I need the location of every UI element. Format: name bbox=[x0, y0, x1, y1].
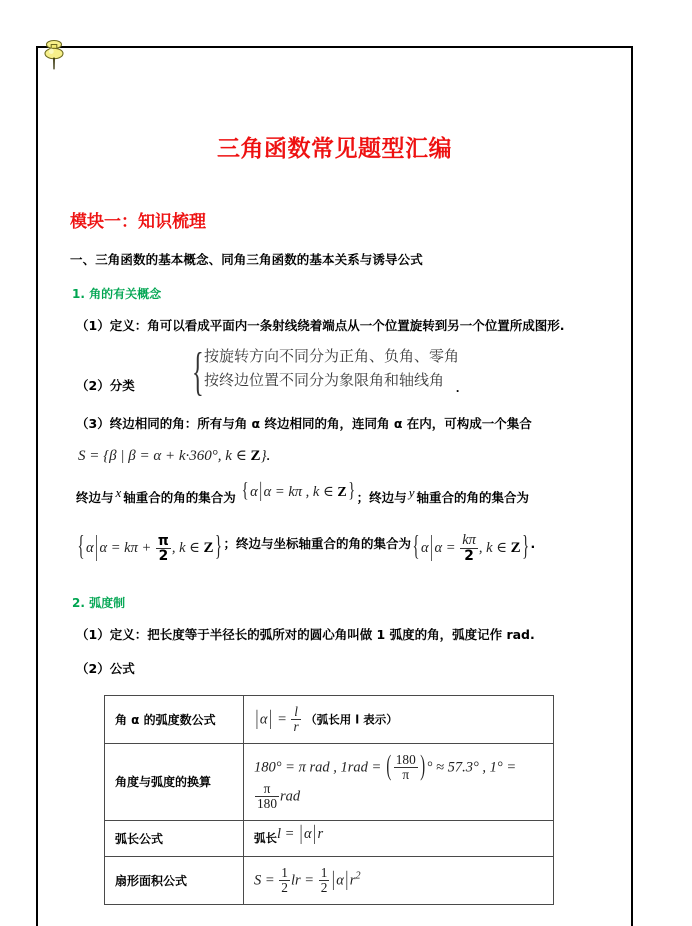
axis-sets-line-2 bbox=[76, 524, 605, 564]
axis-text-4: 轴重合的角的集合为 bbox=[416, 489, 529, 505]
definition-label-1: （1）定义： bbox=[76, 318, 148, 333]
definition-item-1 bbox=[76, 317, 605, 336]
axis-var-y: y bbox=[408, 484, 415, 500]
axis-text-3: 终边与 bbox=[369, 489, 407, 505]
subsection-heading-2 bbox=[72, 594, 605, 611]
radian-definition-text: 把长度等于半径长的弧所对的圆心角叫做 1 弧度的角，弧度记作 rad. bbox=[147, 627, 535, 643]
left-brace-icon: { bbox=[192, 341, 204, 401]
axis-var-x: x bbox=[115, 484, 122, 500]
definition-label-3: （3）终边相同的角： bbox=[76, 415, 198, 431]
subsection-title-2: 弧度制 bbox=[89, 596, 126, 611]
document-content bbox=[36, 46, 633, 926]
subsection-title-1: 角的有关概念 bbox=[89, 287, 162, 301]
table-row bbox=[105, 856, 554, 904]
table-cell-prefix-3: 弧长 bbox=[254, 830, 277, 845]
module-heading: 模块一：知识梳理 bbox=[70, 212, 206, 232]
axis-period: . bbox=[530, 536, 536, 552]
table-row bbox=[105, 820, 554, 856]
radian-formula-label-text: （2）公式 bbox=[76, 661, 135, 677]
radian-definition bbox=[76, 626, 605, 645]
table-cell-label-4: 扇形面积公式 bbox=[105, 856, 244, 904]
formula-table bbox=[104, 695, 554, 905]
table-cell-formula-2: 180° = π rad , 1rad = ( $\frac{180}{\pi}$ ) ° ≈ 57.3° , 1° = $\frac{\pi}{180}$ rad bbox=[244, 743, 554, 820]
classification-item-1: 按旋转方向不同分为正角、负角、零角 bbox=[204, 346, 460, 365]
subsection-number-2: 2. bbox=[72, 596, 85, 611]
formula-set-y-axis: { α | α = kπ + $\frac{\pi}{2}$ , k ∈ Z } bbox=[77, 531, 222, 565]
classification-item-2: 按终边位置不同分为象限角和轴线角 bbox=[204, 371, 445, 390]
axis-sets-line-1 bbox=[76, 479, 605, 515]
table-cell-label-3: 弧长公式 bbox=[105, 820, 244, 856]
classification-items bbox=[204, 344, 459, 393]
table-cell-label-2: 角度与弧度的换算 bbox=[105, 743, 244, 820]
formula-set-x-axis: { α | α = kπ , k ∈ Z } bbox=[241, 479, 356, 503]
table-cell-formula-3: 弧长l = | α | r bbox=[244, 820, 554, 856]
table-row bbox=[105, 695, 554, 743]
formula-terminal-set: S = {β | β = α + k·360°, k ∈ Z}. bbox=[78, 447, 270, 464]
classification-period: . bbox=[456, 379, 460, 395]
subsection-heading-1 bbox=[72, 285, 605, 302]
definition-text-1: 角可以看成平面内一条射线绕着端点从一个位置旋转到另一个位置所成图形. bbox=[147, 318, 565, 333]
section-heading: 一、三角函数的基本概念、同角三角函数的基本关系与诱导公式 bbox=[70, 252, 423, 267]
page-title: 三角函数常见题型汇编 bbox=[217, 135, 452, 162]
definition-text-3: 所有与角 α 终边相同的角，连同角 α 在内，可构成一个集合 bbox=[197, 415, 532, 431]
table-cell-formula-1: | α | = $\frac{l}{r}$ （弧长用 l 表示） bbox=[244, 695, 554, 743]
axis-semicolon: ； bbox=[356, 489, 370, 505]
table-cell-formula-4: S = $\frac{1}{2}$ lr = $\frac{1}{2}$ | α | $r^2$ bbox=[244, 856, 554, 904]
definition-item-3 bbox=[76, 415, 605, 434]
classification-block bbox=[64, 341, 605, 401]
axis-text-2: 轴重合的角的集合为 bbox=[123, 489, 236, 505]
table-row bbox=[105, 743, 554, 820]
radian-definition-label: （1）定义： bbox=[76, 627, 148, 643]
radian-formula-label bbox=[76, 660, 605, 679]
table-cell-label-1: 角 α 的弧度数公式 bbox=[105, 695, 244, 743]
axis-text-5: ；终边与坐标轴重合的角的集合为 bbox=[223, 536, 412, 552]
subsection-number-1: 1. bbox=[72, 287, 85, 301]
table-cell-note-1: （弧长用 l 表示） bbox=[305, 712, 398, 727]
classification-label: （2）分类 bbox=[76, 377, 135, 393]
formula-set-both-axes: { α | α = $\frac{k\pi}{2}$ , k ∈ Z } bbox=[412, 531, 530, 565]
pushpin-icon bbox=[41, 38, 67, 78]
axis-text-1: 终边与 bbox=[76, 489, 114, 505]
